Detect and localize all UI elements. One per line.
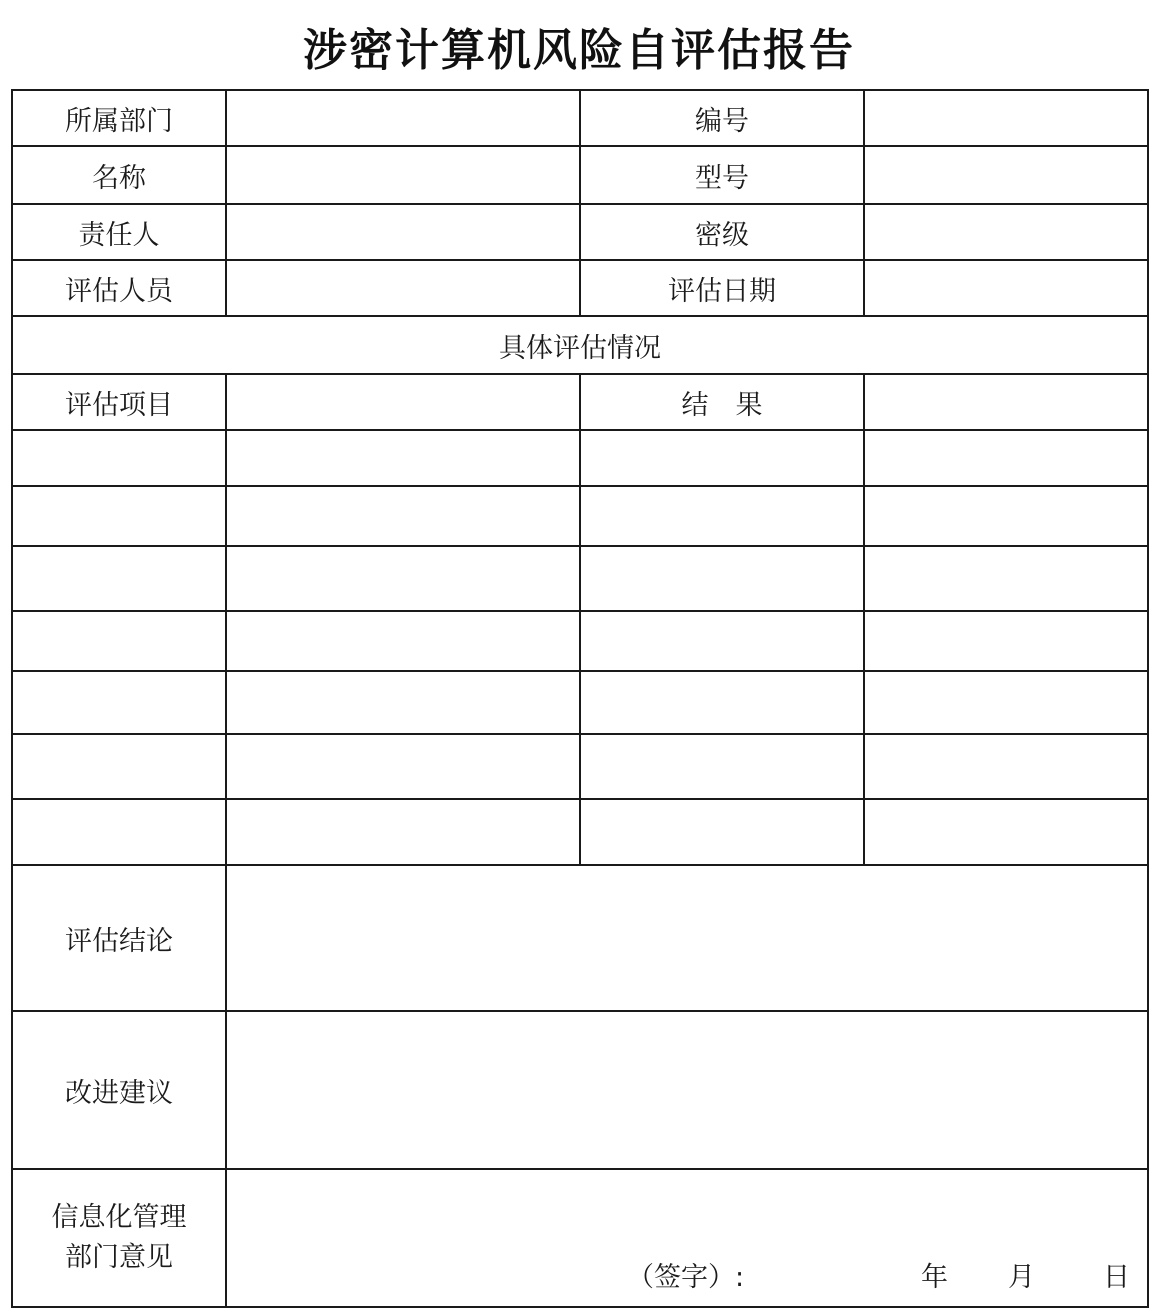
table-row: [12, 611, 1148, 671]
table-cell[interactable]: [12, 734, 226, 799]
table-cell[interactable]: [226, 799, 580, 865]
table-cell[interactable]: [226, 546, 580, 611]
table-cell[interactable]: [12, 611, 226, 671]
conclusion-row: [12, 865, 1148, 1011]
table-cell[interactable]: [580, 430, 864, 486]
table-cell[interactable]: [580, 611, 864, 671]
conclusion-field[interactable]: [226, 865, 1148, 1011]
info-row: [12, 260, 1148, 316]
responsible-person-field[interactable]: [226, 204, 580, 260]
field-label: 评估结论: [12, 865, 226, 1011]
table-cell[interactable]: [12, 799, 226, 865]
table-cell[interactable]: [864, 799, 1148, 865]
signature-line: [227, 1258, 1147, 1294]
table-cell[interactable]: [864, 546, 1148, 611]
table-cell[interactable]: [12, 486, 226, 546]
table-cell[interactable]: [226, 671, 580, 734]
table-cell[interactable]: [226, 611, 580, 671]
field-label: 编号: [580, 90, 864, 146]
table-cell[interactable]: [226, 734, 580, 799]
suggestions-field[interactable]: [226, 1011, 1148, 1169]
month-label: 月: [1008, 1262, 1035, 1293]
table-cell[interactable]: [864, 486, 1148, 546]
department-field[interactable]: [226, 90, 580, 146]
report-form-table: [11, 89, 1149, 1308]
day-label: 日: [1103, 1262, 1130, 1293]
assessor-field[interactable]: [226, 260, 580, 316]
suggestions-row: [12, 1011, 1148, 1169]
table-row: [12, 546, 1148, 611]
model-field[interactable]: [864, 146, 1148, 204]
table-cell[interactable]: [226, 430, 580, 486]
field-label: 型号: [580, 146, 864, 204]
table-row: [12, 799, 1148, 865]
name-field[interactable]: [226, 146, 580, 204]
dept-opinion-row: [12, 1169, 1148, 1307]
table-cell[interactable]: [864, 430, 1148, 486]
field-label: 责任人: [12, 204, 226, 260]
number-field[interactable]: [864, 90, 1148, 146]
signature-label: （签字）:: [627, 1262, 745, 1293]
field-label: 所属部门: [12, 90, 226, 146]
table-cell[interactable]: [580, 486, 864, 546]
dept-opinion-label-line2: 部门意见: [65, 1242, 173, 1273]
table-cell[interactable]: [12, 671, 226, 734]
page-title: 涉密计算机风险自评估报告: [303, 25, 855, 76]
table-row: [12, 430, 1148, 486]
table-cell[interactable]: [864, 611, 1148, 671]
dept-opinion-field[interactable]: [226, 1169, 1148, 1307]
section-header-row: [12, 316, 1148, 374]
classification-field[interactable]: [864, 204, 1148, 260]
assessment-date-field[interactable]: [864, 260, 1148, 316]
info-row: [12, 204, 1148, 260]
table-row: [12, 486, 1148, 546]
table-cell[interactable]: [580, 799, 864, 865]
table-cell[interactable]: [864, 671, 1148, 734]
table-row: [12, 671, 1148, 734]
info-row: [12, 146, 1148, 204]
dept-opinion-label-line1: 信息化管理: [51, 1202, 187, 1233]
field-label: [12, 1169, 226, 1307]
year-label: 年: [921, 1262, 948, 1293]
field-label: 名称: [12, 146, 226, 204]
section-header: 具体评估情况: [12, 316, 1148, 374]
item-header-blank: [226, 374, 580, 430]
table-cell[interactable]: [580, 546, 864, 611]
info-row: [12, 90, 1148, 146]
table-cell[interactable]: [864, 734, 1148, 799]
field-label: 密级: [580, 204, 864, 260]
table-cell[interactable]: [580, 671, 864, 734]
table-cell[interactable]: [12, 430, 226, 486]
table-cell[interactable]: [12, 546, 226, 611]
assessment-header-row: [12, 374, 1148, 430]
column-header: 评估项目: [12, 374, 226, 430]
column-header: 结 果: [580, 374, 864, 430]
table-row: [12, 734, 1148, 799]
field-label: 评估日期: [580, 260, 864, 316]
table-cell[interactable]: [580, 734, 864, 799]
table-cell[interactable]: [226, 486, 580, 546]
result-header-blank: [864, 374, 1148, 430]
field-label: 改进建议: [12, 1011, 226, 1169]
field-label: 评估人员: [12, 260, 226, 316]
